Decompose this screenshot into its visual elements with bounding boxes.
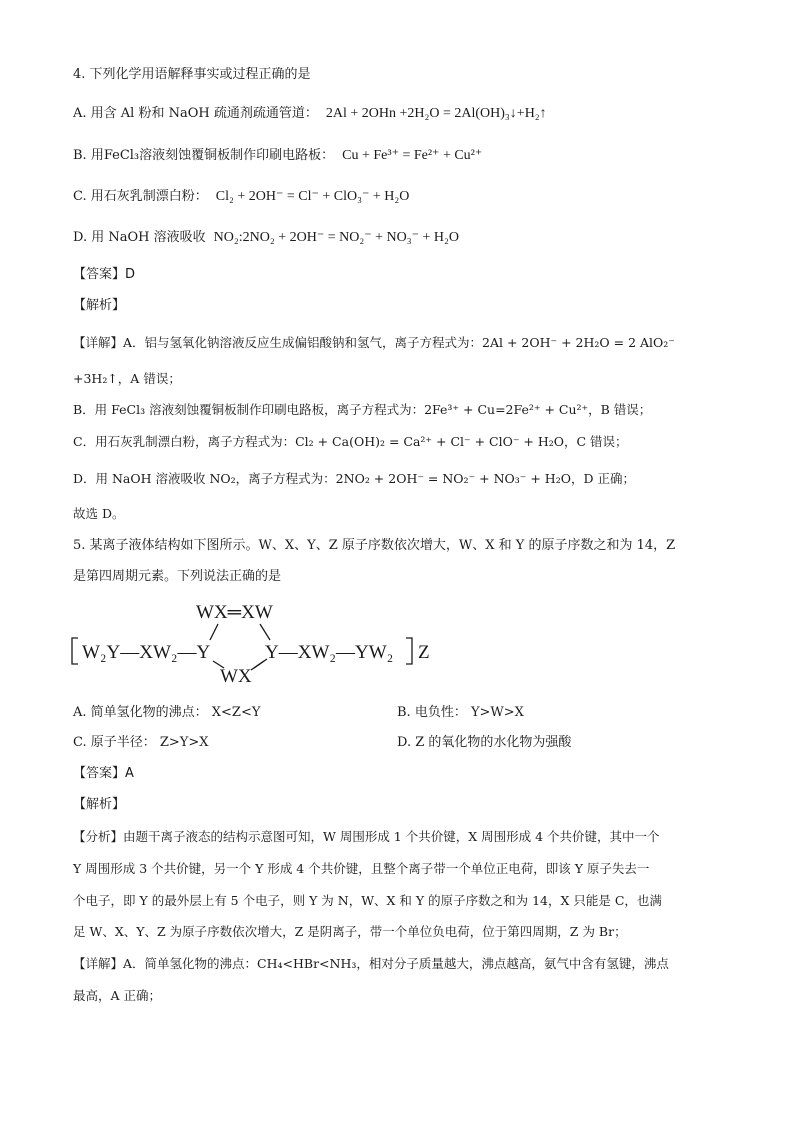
q5-answer: 【答案】A [73,766,134,781]
q4-option-b [73,147,482,165]
q4-detail-line-4: C．用石灰乳制漂白粉，离子方程式为：Cl₂ + Ca(OH)₂ = Ca²⁺ + Cl⁻ + ClO⁻ + H₂O，C 错误； [73,434,628,449]
q5-detail-line-4: 足 W、X、Y、Z 为原子序数依次增大，Z 是阴离子，带一个单位负电荷，位于第四周期，Z 为 Br； [73,924,627,939]
q5-analysis-heading: 【解析】 [73,797,126,812]
q4-detail-line-5: D．用 NaOH 溶液吸收 NO₂，离子方程式为：2NO₂ + 2OH⁻ = NO₂⁻ + NO₃⁻ + H₂O，D 正确； [73,471,635,486]
ring-bond-lower-left [213,661,224,668]
q4-option-a-equation: 2Al + 2OHn +2H₂O = 2Al(OH)₃↓+H₂↑ [325,106,547,121]
q4-option-c-equation: Cl₂ + 2OH⁻ = Cl⁻ + ClO₃⁻ + H₂O [215,189,410,204]
q5-detail-line-3: 个电子，即 Y 的最外层上有 5 个电子，则 Y 为 N，W、X 和 Y 的原子序数之和为 14，X 只能是 C，也满 [73,893,662,908]
q5-option-b: B. 电负性： Y>W>X [397,705,524,720]
q4-stem: 4. 下列化学用语解释事实或过程正确的是 [73,67,311,82]
q5-detail-line-6: 最高，A 正确； [73,988,162,1003]
q4-detail-line-1: 【详解】A．铝与氢氧化钠溶液反应生成偏铝酸钠和氢气，离子方程式为：2Al + 2OH⁻ + 2H₂O = 2 AlO₂⁻ [73,335,675,350]
q4-option-b-equation: Cu + Fe³⁺ = Fe²⁺ + Cu²⁺ [342,148,483,163]
q4-option-a-label: A. 用含 Al 粉和 NaOH 疏通剂疏通管道： [73,106,318,121]
structure-top-ring: WX═XW [196,602,273,623]
structure-left-chain: W₂Y—XW₂—Y [82,642,211,663]
right-bracket [406,638,412,664]
q5-stem-line-2: 是第四周期元素。下列说法正确的是 [73,569,282,584]
q5-detail-line-1: 【分析】由题干离子液态的结构示意图可知，W 周围形成 1 个共价键，X 周围形成 4 个共价键，其中一个 [73,829,660,844]
q4-option-d-equation: NO₂:2NO₂ + 2OH⁻ = NO₂⁻ + NO₃⁻ + H₂O [213,230,459,245]
q4-detail-line-6: 故选 D。 [73,506,125,521]
structure-right-chain: Y—XW₂—YW₂ [265,642,394,663]
q4-detail-line-3: B．用 FeCl₃ 溶液刻蚀覆铜板制作印刷电路板，离子方程式为：2Fe³⁺ + Cu=2Fe²⁺ + Cu²⁺，B 错误； [73,402,652,417]
q4-detail-line-2: +3H₂↑，A 错误； [73,371,181,386]
q5-detail-line-5: 【详解】A．简单氢化物的沸点：CH₄<HBr<NH₃，相对分子质量越大，沸点越高，氨气中含有氢键，沸点 [73,956,669,971]
structure-bottom-ring: WX [220,666,252,687]
q4-answer: 【答案】D [73,267,136,282]
q4-option-d-label: D. 用 NaOH 溶液吸收 [73,230,206,245]
q4-option-b-label: B. 用FeCl₃溶液刻蚀覆铜板制作印刷电路板： [73,148,335,163]
q5-stem-line-1: 5. 某离子液体结构如下图所示。W、X、Y、Z 原子序数依次增大，W、X 和 Y 的原子序数之和为 14，Z [73,538,676,553]
q5-detail-line-2: Y 周围形成 3 个共价键，另一个 Y 形成 4 个共价键，且整个离子带一个单位正电荷，即该 Y 原子失去一 [73,861,650,876]
structure-counter-ion: Z [418,642,430,663]
q4-option-c-label: C. 用石灰乳制漂白粉： [73,189,208,204]
left-bracket [72,638,78,664]
ionic-liquid-structure [68,594,448,690]
ring-bond-upper-left [210,624,218,640]
q5-option-a: A. 简单氢化物的沸点： X<Z<Y [73,705,261,720]
q4-option-a [73,105,547,123]
q5-option-c: C. 原子半径： Z>Y>X [73,735,209,750]
ring-double-bond-lower-right [254,659,267,668]
q5-option-d: D. Z 的氧化物的水化物为强酸 [397,735,572,750]
q4-option-d [73,229,459,247]
ring-bond-upper-right [260,624,270,640]
q4-option-c [73,188,409,206]
q4-analysis-heading: 【解析】 [73,298,126,313]
